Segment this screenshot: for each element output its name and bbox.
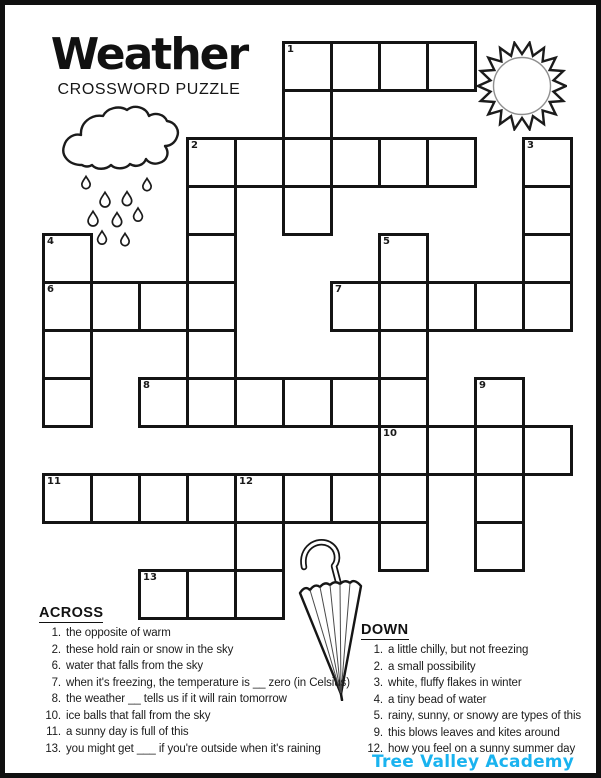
grid-cell-number: 2 [191,140,198,151]
grid-cell[interactable] [474,473,525,524]
grid-cell[interactable] [378,41,429,92]
grid-cell[interactable] [138,281,189,332]
grid-cell[interactable] [186,377,237,428]
grid-cell[interactable] [42,473,93,524]
grid-cell[interactable] [330,473,381,524]
grid-cell[interactable] [522,185,573,236]
grid-cell[interactable] [234,137,285,188]
clue-text: a small possibility [388,660,476,673]
across-heading: ACROSS [39,605,104,621]
grid-cell[interactable] [378,329,429,380]
grid-cell[interactable] [474,377,525,428]
clue-number: 2. [51,643,61,656]
grid-cell-number: 7 [335,284,342,295]
page-title: Weather [50,29,248,80]
grid-cell[interactable] [186,137,237,188]
grid-cell[interactable] [42,233,93,284]
clue-text: how you feel on a sunny summer day [388,743,576,755]
grid-cell[interactable] [186,233,237,284]
clue-number: 6. [51,660,61,672]
grid-cell-number: 5 [383,236,390,247]
grid-cell[interactable] [378,281,429,332]
clue-number: 2. [373,660,383,673]
crossword-grid [42,41,601,620]
grid-cell[interactable] [90,473,141,524]
clue-text: water that falls from the sky [66,660,204,672]
grid-cell[interactable] [426,137,477,188]
clue-number: 13. [45,742,61,755]
down-clue-row [361,727,597,744]
down-clue-row [361,677,597,694]
grid-cell[interactable] [186,329,237,380]
grid-cell[interactable] [282,89,333,140]
grid-cell[interactable] [234,521,285,572]
down-clue-list [361,644,597,760]
grid-cell-number: 13 [143,572,157,583]
down-heading: DOWN [361,622,409,638]
grid-cell[interactable] [474,281,525,332]
across-clues-section [39,604,359,759]
clue-text: ice balls that fall from the sky [66,709,211,722]
clue-number: 11. [46,726,61,738]
grid-cell[interactable] [522,137,573,188]
grid-cell[interactable] [234,473,285,524]
clue-text: rainy, sunny, or snowy are types of this [388,710,582,722]
grid-cell-number: 8 [143,380,150,391]
clue-number: 12. [367,743,383,755]
across-clue-row [39,710,359,727]
grid-cell[interactable] [426,281,477,332]
grid-cell[interactable] [186,281,237,332]
across-clue-row [39,644,359,661]
grid-cell[interactable] [282,473,333,524]
clue-text: this blows leaves and kites around [388,726,560,739]
grid-cell[interactable] [330,377,381,428]
grid-cell[interactable] [522,233,573,284]
clue-text: these hold rain or snow in the sky [66,643,234,656]
grid-cell[interactable] [42,329,93,380]
clue-number: 1. [51,627,61,639]
grid-cell[interactable] [378,521,429,572]
grid-cell-number: 6 [47,284,54,295]
down-clue-row [361,694,597,711]
across-clue-row [39,726,359,743]
down-clue-row [361,661,597,678]
grid-cell[interactable] [378,233,429,284]
grid-cell[interactable] [186,185,237,236]
clue-number: 8. [51,693,61,705]
across-clue-row [39,693,359,710]
grid-cell-number: 1 [287,44,294,55]
grid-cell-number: 3 [527,140,534,151]
grid-cell[interactable] [378,473,429,524]
across-clue-row [39,677,359,694]
clue-number: 10. [45,709,61,722]
grid-cell-number: 12 [239,476,253,487]
grid-cell[interactable] [138,473,189,524]
clue-text: when it's freezing, the temperature is __ zero (in Celsius) [66,676,350,689]
clue-number: 7. [51,676,61,689]
clue-number: 4. [373,693,383,706]
grid-cell[interactable] [186,473,237,524]
clue-text: the opposite of warm [66,627,171,639]
grid-cell-number: 9 [479,380,486,391]
grid-cell[interactable] [426,41,477,92]
clue-number: 1. [373,644,383,656]
across-clue-list [39,627,359,759]
grid-cell-number: 10 [383,428,397,439]
clue-text: the weather __ tells us if it will rain tomorrow [66,693,287,705]
grid-cell[interactable] [42,281,93,332]
grid-cell[interactable] [282,185,333,236]
grid-cell[interactable] [474,425,525,476]
grid-cell[interactable] [138,377,189,428]
across-clue-row [39,627,359,644]
grid-cell[interactable] [282,377,333,428]
down-clues-section [361,621,597,760]
grid-cell[interactable] [522,425,573,476]
down-clue-row [361,710,597,727]
clue-number: 9. [373,726,383,739]
grid-cell[interactable] [378,425,429,476]
brand-logo-text: Tree Valley Academy [372,752,574,772]
clue-number: 3. [373,677,383,689]
grid-cell[interactable] [378,377,429,428]
clue-text: a little chilly, but not freezing [388,644,529,656]
grid-cell[interactable] [282,137,333,188]
clue-text: a sunny day is full of this [66,726,189,738]
grid-cell[interactable] [42,377,93,428]
grid-cell[interactable] [234,377,285,428]
clue-text: white, fluffy flakes in winter [388,677,522,689]
grid-cell[interactable] [378,137,429,188]
clue-text: you might get ___ if you're outside when it's raining [66,742,321,755]
grid-cell[interactable] [330,41,381,92]
across-clue-row [39,660,359,677]
across-clue-row [39,743,359,760]
grid-cell-number: 4 [47,236,54,247]
page-subtitle: CROSSWORD PUZZLE [57,81,241,98]
clue-text: a tiny bead of water [388,693,487,706]
grid-cell[interactable] [522,281,573,332]
grid-cell[interactable] [330,137,381,188]
grid-cell[interactable] [282,41,333,92]
grid-cell[interactable] [90,281,141,332]
clue-number: 5. [373,710,383,722]
grid-cell[interactable] [426,425,477,476]
grid-cell[interactable] [474,521,525,572]
grid-cell[interactable] [330,281,381,332]
grid-cell-number: 11 [47,476,61,487]
down-clue-row [361,644,597,661]
